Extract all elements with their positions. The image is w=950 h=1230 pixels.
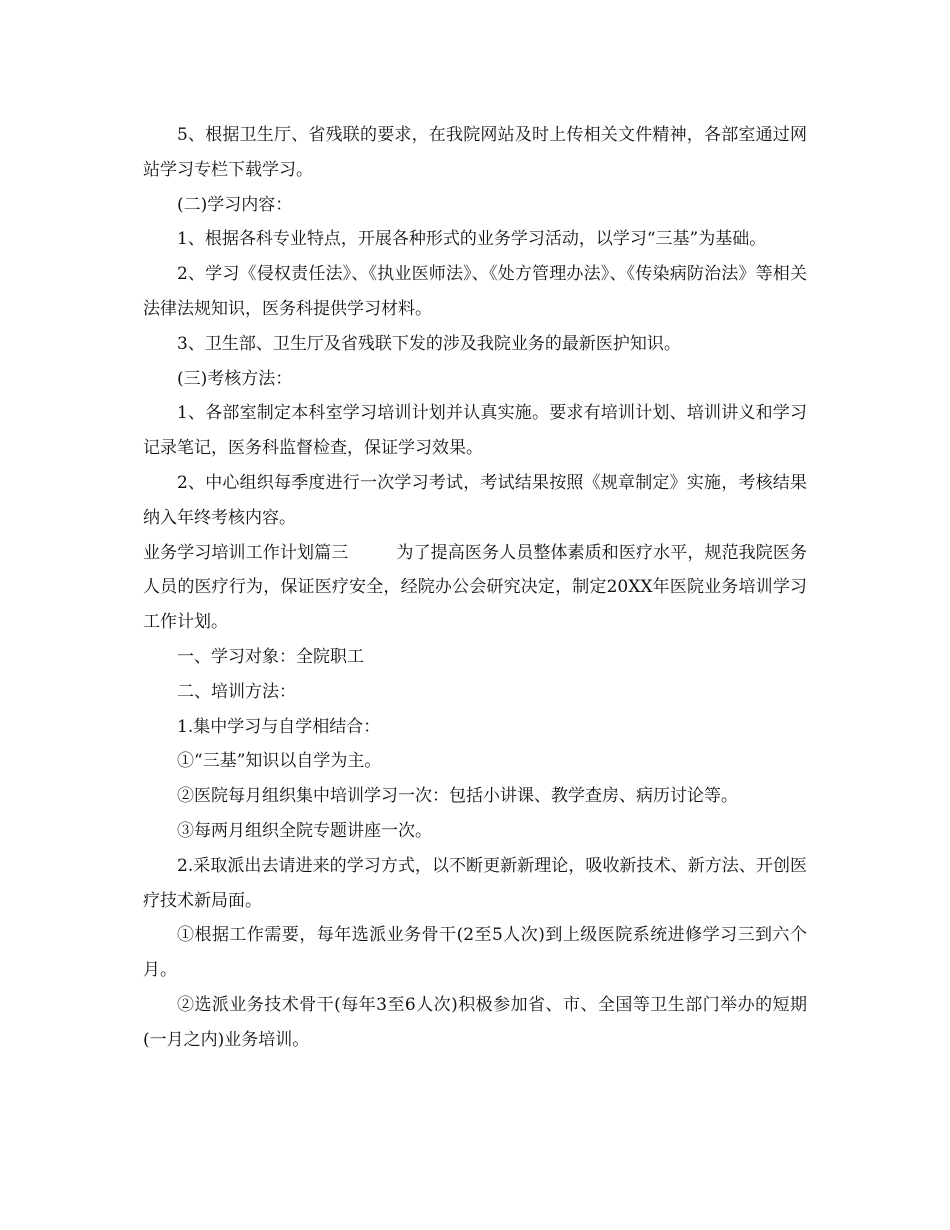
subheading: 二、培训方法： (177, 681, 296, 702)
section-intro-text: 为了提高医务人员整体素质和医疗水平，规范我院医务人员的医疗行为，保证医疗安全，经院办公会研究决定，制定20XX年医院业务培训学习工作计划。 (143, 542, 808, 633)
list-item: ①根据工作需要，每年选派业务骨干(2至5人次)到上级医院系统进修学习三到六个月。 (143, 925, 807, 981)
paragraph: 2、中心组织每季度进行一次学习考试，考试结果按照《规章制定》实施，考核结果纳入年终考核内容。 (143, 472, 807, 528)
paragraph: 一、学习对象：全院职工 (177, 646, 364, 667)
list-item: ①“三基”知识以自学为主。 (177, 751, 382, 772)
paragraph: 2.采取派出去请进来的学习方式，以不断更新新理论，吸收新技术、新方法、开创医疗技术新局面。 (143, 855, 807, 911)
subheading: (三)考核方法： (177, 368, 293, 389)
section-intro (143, 536, 807, 640)
paragraph: 3、卫生部、卫生厅及省残联下发的涉及我院业务的最新医护知识。 (177, 333, 681, 354)
document-body (143, 118, 807, 1058)
list-item: ②医院每月组织集中培训学习一次：包括小讲课、教学查房、病历讨论等。 (177, 786, 738, 807)
subheading: (二)学习内容： (177, 194, 293, 215)
paragraph: 1、根据各科专业特点，开展各种形式的业务学习活动，以学习“三基”为基础。 (177, 229, 767, 250)
paragraph: 5、根据卫生厅、省残联的要求，在我院网站及时上传相关文件精神，各部室通过网站学习专栏下载学习。 (143, 125, 807, 180)
list-item: ③每两月组织全院专题讲座一次。 (177, 820, 432, 841)
section-title: 业务学习培训工作计划篇三 (143, 542, 349, 563)
list-item: ②选派业务技术骨干(每年3至6人次)积极参加省、市、全国等卫生部门举办的短期(一月之内)业务培训。 (143, 994, 807, 1050)
paragraph: 1、各部室制定本科室学习培训计划并认真实施。要求有培训计划、培训讲义和学习记录笔记，医务科监督检查，保证学习效果。 (143, 403, 807, 459)
paragraph: 1.集中学习与自学相结合： (177, 716, 381, 737)
paragraph: 2、学习《侵权责任法》、《执业医师法》、《处方管理办法》、《传染病防治法》等相关法律法规知识，医务科提供学习材料。 (143, 264, 807, 319)
